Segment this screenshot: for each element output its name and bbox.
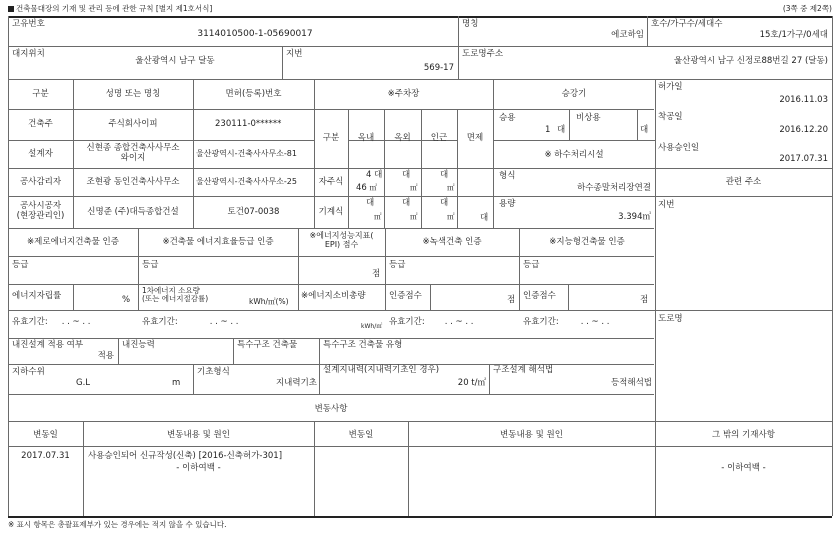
special-structure-type-label: 특수구조 건축물 유형 [323,340,403,350]
people-row-contractor-label-1: 공사시공자 [19,201,62,211]
related-lot-label: 지번 [658,200,675,210]
lot-value: 569-17 [423,63,454,73]
analysis-method-label: 구조설계 해석법 [493,365,554,375]
road-label: 도로명주소 [462,49,504,59]
green-grade-label: 등급 [389,260,406,270]
elevator-emergency-unit: 대 [640,125,649,135]
square-bullet-icon [8,6,14,12]
zero-energy-title: ※제로에너지건축물 인증 [27,237,119,247]
people-row-contractor-license: 토건07-0038 [227,207,280,217]
parking-self-label: 자주식 [318,177,344,187]
parking-col-outdoor: 옥외 [394,133,411,143]
energy-req-label-1: 1차에너지 소요량 [142,286,200,295]
site-label: 대지위치 [12,49,45,59]
units-label: 호수/가구수/세대수 [651,19,723,29]
people-row-designer-label: 설계자 [28,149,53,159]
elevator-passenger-value: 1 [545,125,551,135]
energy-grade-label: 등급 [142,260,159,270]
parking-col-exempt: 면제 [466,133,484,143]
people-row-owner-license: 230111-0****** [215,119,282,129]
green-valid: 유효기간: . . ~ . . [389,317,474,327]
self-rate-label: 에너지자립률 [12,291,62,301]
parking-title: ※주차장 [387,89,420,99]
changes-col-other: 그 밖의 기재사항 [712,430,775,440]
people-row-owner-label: 건축주 [28,119,53,129]
smart-grade-label: 등급 [523,260,540,270]
people-row-designer-name-1: 신현종 종합건축사사무소 [86,143,180,153]
green-title: ※녹색건축 인증 [422,237,482,247]
id-label: 고유번호 [12,19,45,29]
start-date-value: 2016.12.20 [779,125,828,135]
changes-col-content-2: 변동내용 및 원인 [500,430,563,440]
seismic-capacity-label: 내진능력 [122,340,155,350]
people-row-supervisor-label: 공사감리자 [19,177,62,187]
related-address-title: 관련 주소 [725,177,762,187]
changes-col-date-2: 변동일 [348,430,374,440]
people-row-supervisor-name: 조현광 동인건축사사무소 [86,177,180,187]
groundwater-value: G.L [76,378,91,388]
road-value: 울산광역시 남구 신정로88번길 27 (달동) [673,56,828,66]
other-blank-below: - 이하여백 - [721,463,766,473]
epi-title-line1: ※에너지성능지표( [309,231,374,240]
form-title: 건축물대장의 기재 및 관리 등에 관한 규칙 [별지 제1호서식] [8,5,212,13]
people-row-supervisor-license: 울산광역시-건축사사무소-25 [196,177,297,186]
epi-score-unit: 점 [372,269,381,279]
smart-valid: 유효기간: . . ~ . . [523,317,610,327]
lot-label: 지번 [286,49,303,59]
energy-grade-valid: 유효기간: . . ~ . . [142,317,239,327]
energy-grade-title: ※건축물 에너지효율등급 인증 [162,237,274,247]
parking-mech-label: 기계식 [318,207,344,217]
changes-title: 변동사항 [314,404,348,414]
elevator-passenger-unit: 대 [557,125,566,135]
people-col-name: 성명 또는 명칭 [105,89,161,99]
elevator-emergency-label: 비상용 [576,113,601,123]
changes-col-date: 변동일 [33,430,58,440]
start-date-label: 착공일 [658,112,683,122]
zero-energy-grade-label: 등급 [12,260,29,270]
parking-mech-indoor-area: ㎡ [374,212,382,221]
name-value: 에코하임 [611,30,644,40]
people-row-designer-license: 울산광역시-건축사사무소-81 [196,149,297,158]
bearing-value: 20 t/㎡ [457,378,486,388]
foundation-label: 기초형식 [197,367,230,377]
parking-self-nearby-area: ㎡ [447,183,455,192]
sewage-capacity-label: 용량 [499,199,516,209]
parking-self-outdoor-area: ㎡ [410,183,418,192]
parking-col-type: 구분 [322,133,340,143]
approval-date-label: 사용승인일 [658,143,700,153]
permit-date-value: 2016.11.03 [779,95,828,105]
parking-self-indoor-count: 4 대 [366,170,383,180]
id-value: 3114010500-1-05690017 [197,29,313,39]
change-blank-below: - 이하여백 - [176,463,221,473]
seismic-label: 내진설계 적용 여부 [12,340,84,350]
energy-req-label-2: (또는 에너지절감률) [142,294,209,303]
sewage-type-value: 하수종말처리장연결 [577,183,651,193]
approval-date-value: 2017.07.31 [779,154,828,164]
groundwater-unit: m [172,378,181,388]
name-label: 명칭 [462,19,479,29]
change-entry-date: 2017.07.31 [21,451,70,461]
epi-kwh-unit: kWh/㎡ [361,323,383,330]
people-row-contractor-name: 신명준 (주)대득종합건설 [87,207,179,217]
parking-mech-indoor-count: 대 [366,198,375,208]
people-row-owner-name: 주식회사이피 [108,119,158,129]
parking-self-indoor-area: 46 ㎡ [356,183,378,193]
page-info: (3쪽 중 제2쪽) [782,4,832,13]
sewage-capacity-value: 3.394㎥ [618,212,651,222]
permit-date-label: 허가일 [658,82,683,92]
elevator-passenger-label: 승용 [499,113,516,123]
green-cert-score-unit: 점 [507,295,516,305]
footer-note: ※ 표시 항목은 총괄표제부가 있는 경우에는 적지 않을 수 있습니다. [8,520,227,529]
green-cert-score-label: 인증점수 [389,291,422,301]
special-structure-label: 특수구조 건축물 [237,340,298,350]
smart-cert-score-unit: 점 [640,295,649,305]
people-col-category: 구분 [32,89,49,99]
sewage-title: ※ 하수처리시설 [544,150,604,160]
people-col-license: 면허(등록)번호 [225,89,282,99]
parking-mech-outdoor-area: ㎡ [410,212,418,221]
related-road-label: 도로명 [658,314,683,324]
energy-req-unit: kWh/㎡(%) [249,297,289,306]
change-entry-content: 사용승인되어 신규작성(신축) [2016-신축허가-301] [88,451,283,461]
zero-energy-valid: 유효기간: . . ~ . . [12,317,91,327]
analysis-method-value: 등적해석법 [610,378,652,388]
foundation-value: 지내력기초 [275,378,317,388]
parking-self-outdoor-count: 대 [402,170,411,180]
parking-mech-nearby-count: 대 [440,198,449,208]
parking-self-nearby-count: 대 [440,170,449,180]
site-value: 울산광역시 남구 달동 [135,56,215,66]
parking-col-indoor: 옥내 [357,133,375,143]
smart-cert-score-label: 인증점수 [523,291,556,301]
people-row-contractor-label-2: (현장관리인) [16,211,65,221]
epi-title-line2: EPI) 점수 [324,240,359,249]
bearing-label: 설계지내력(지내력기초인 경우) [323,365,440,375]
parking-col-nearby: 인근 [430,133,448,143]
self-rate-unit: % [122,295,131,305]
consumption-label: ※에너지소비총량 [301,291,366,301]
elevator-title: 승강기 [561,89,587,99]
sewage-type-label: 형식 [499,171,516,181]
seismic-value: 적용 [97,351,114,361]
people-row-designer-name-2: 와이지 [120,153,146,163]
groundwater-label: 지하수위 [12,367,45,377]
units-value: 15호/1가구/0세대 [759,30,828,40]
parking-mech-outdoor-count: 대 [402,198,411,208]
smart-title: ※지능형건축물 인증 [549,237,625,247]
changes-col-content: 변동내용 및 원인 [167,430,230,440]
parking-exempt-unit: 대 [480,213,489,223]
parking-mech-nearby-area: ㎡ [447,212,455,221]
